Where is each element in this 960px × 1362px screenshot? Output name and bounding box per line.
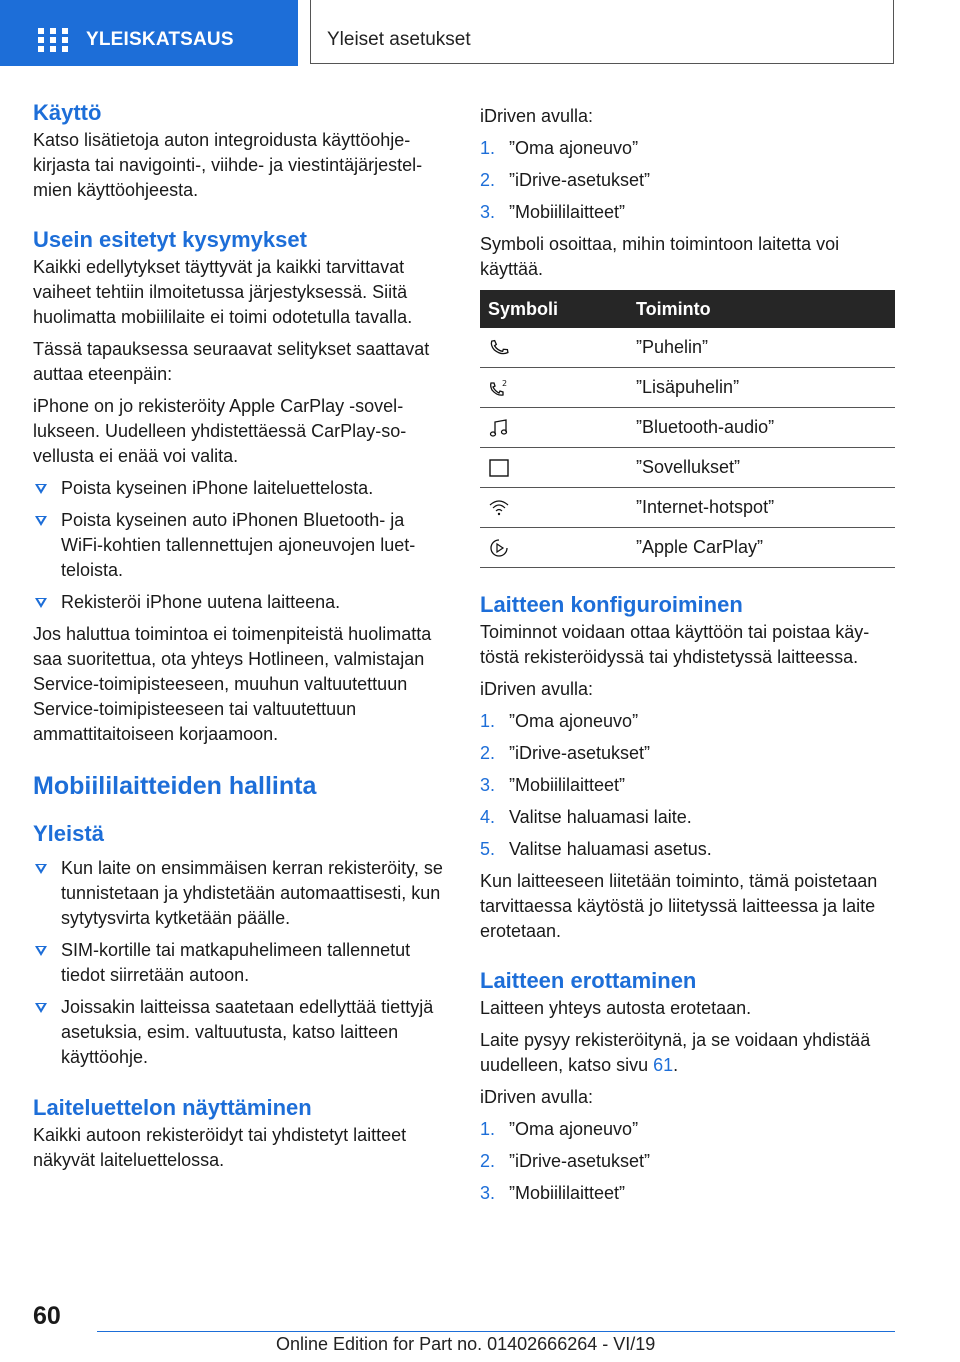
heading-configure-device: Laitteen konfiguroiminen <box>480 592 743 617</box>
table-row: ”Apple CarPlay” <box>480 528 895 568</box>
list-item: 3. ”Mobiililaitteet” <box>480 1183 626 1203</box>
triangle-bullet-icon <box>35 598 47 608</box>
disconnect-text-1: Laitteen yhteys autosta erotetaan. <box>480 998 752 1018</box>
music-note-icon <box>488 417 510 439</box>
list-item: 2. ”iDrive-asetukset” <box>480 170 651 190</box>
page-number: 60 <box>33 1302 61 1330</box>
heading-kaytto: Käyttö <box>33 100 102 125</box>
list-item: 5. Valitse haluamasi asetus. <box>480 839 712 859</box>
list-item: 1. ”Oma ajoneuvo” <box>480 711 639 731</box>
list-item: 3. ”Mobiililaitteet” <box>480 202 626 222</box>
table-header-row <box>480 290 895 328</box>
symbol-table <box>480 290 895 568</box>
page-header <box>0 0 960 66</box>
right-column <box>480 104 895 1213</box>
idrive-intro-3: iDriven avulla: <box>480 1087 594 1107</box>
section-tab <box>310 0 894 64</box>
faq-paragraph-4: Jos haluttua toimintoa ei toimenpiteistä huolimatta saa suoritettua, ota yhteys Hotlineen, valmistajan Service-toimipisteeseen, muuhun valtuutettuun Service-toimipisteeseen tai valtuutettuun ammattitaitoiseen korjaamoon. <box>33 624 432 744</box>
kaytto-text: Katso lisätietoja auton integroidusta käyttöohjekirjasta tai navigointi-, viihde- ja viestintäjärjestelmien käyttöohjeesta. <box>33 130 423 200</box>
list-item: 1. ”Oma ajoneuvo” <box>480 138 639 158</box>
phone-icon <box>488 337 510 359</box>
grid-menu-icon <box>38 28 68 52</box>
heading-disconnect-device: Laitteen erottaminen <box>480 968 697 993</box>
configure-after-text: Kun laitteeseen liitetään toiminto, tämä poistetaan tarvittaessa käytöstä jo liitetyssä laitteessa ja laite erotetaan. <box>480 871 878 941</box>
triangle-bullet-icon <box>35 946 47 956</box>
disconnect-text-2: Laite pysyy rekisteröitynä, ja se voidaan yhdistää uudelleen, katso sivu 61. <box>480 1030 871 1075</box>
idrive-intro-2: iDriven avulla: <box>480 679 594 699</box>
faq-paragraph-1: Kaikki edellytykset täyttyvät ja kaikki tarvittavat vaiheet tehtiin ilmoitetussa järjestyksessä. Siitä huolimatta mobiililaite ei toimi odotetulla tavalla. <box>33 257 413 327</box>
list-item: Kun laite on ensimmäisen kerran rekisteröity, se tunnistetaan ja yhdistetään automaattisesti, kun sytytysvirta kytketään päälle. <box>33 856 445 931</box>
edition-note: Online Edition for Part no. 01402666264 - VI/19 <box>276 1334 656 1354</box>
idrive-steps-1 <box>480 136 895 225</box>
list-item: 1. ”Oma ajoneuvo” <box>480 1119 639 1139</box>
list-item: 4. Valitse haluamasi laite. <box>480 807 692 827</box>
carplay-icon <box>488 537 510 559</box>
heading-mobile-devices: Mobiililaitteiden hallinta <box>33 772 317 800</box>
triangle-bullet-icon <box>35 516 47 526</box>
overview-tab-label: YLEISKATSAUS <box>86 29 234 50</box>
svg-text:2: 2 <box>502 378 508 388</box>
triangle-bullet-icon <box>35 1003 47 1013</box>
list-item: 3. ”Mobiililaitteet” <box>480 775 626 795</box>
idrive-intro-1: iDriven avulla: <box>480 106 594 126</box>
footer-divider <box>97 1331 895 1332</box>
idrive-steps-2 <box>480 709 895 862</box>
table-row: 2 ”Lisäpuhelin” <box>480 368 895 408</box>
symbol-explanation: Symboli osoittaa, mihin toimintoon laitetta voi käyttää. <box>480 234 840 279</box>
list-item: Joissakin laitteissa saatetaan edellyttää tiettyjä asetuksia, esim. valtuutusta, katso laitteen käyttöohje. <box>33 995 445 1070</box>
list-item: SIM-kortille tai matkapuhelimeen tallennetut tiedot siirretään autoon. <box>33 938 445 988</box>
faq-paragraph-3: iPhone on jo rekisteröity Apple CarPlay -sovellukseen. Uudelleen yhdistettäessä CarPlay-sovellusta ei enää voi valita. <box>33 396 407 466</box>
table-row: ”Bluetooth-audio” <box>480 408 895 448</box>
triangle-bullet-icon <box>35 484 47 494</box>
idrive-steps-3 <box>480 1117 895 1206</box>
general-bullet-list <box>33 856 445 1070</box>
heading-general: Yleistä <box>33 821 104 846</box>
device-list-text: Kaikki autoon rekisteröidyt tai yhdistetyt laitteet näkyvät laiteluettelossa. <box>33 1125 407 1170</box>
app-square-icon <box>488 457 510 479</box>
faq-bullet-list <box>33 476 445 615</box>
column-header-symbol: Symboli <box>480 290 628 328</box>
section-label: Yleiset asetukset <box>327 29 471 50</box>
list-item: Poista kyseinen iPhone laiteluettelosta. <box>33 476 445 501</box>
page-link[interactable]: 61 <box>653 1055 674 1075</box>
list-item: Poista kyseinen auto iPhonen Bluetooth- ja WiFi-kohtien tallennettujen ajoneuvojen luetteloista. <box>33 508 445 583</box>
heading-faq: Usein esitetyt kysymykset <box>33 227 307 252</box>
second-phone-icon <box>488 377 510 399</box>
table-row: ”Puhelin” <box>480 328 895 368</box>
configure-text: Toiminnot voidaan ottaa käyttöön tai poistaa käytöstä rekisteröidyssä tai yhdistetyssä laitteessa. <box>480 622 870 667</box>
left-column <box>33 98 445 1173</box>
overview-tab[interactable] <box>0 0 298 66</box>
faq-paragraph-2: Tässä tapauksessa seuraavat selitykset saattavat auttaa eteenpäin: <box>33 339 430 384</box>
heading-device-list: Laiteluettelon näyttäminen <box>33 1095 312 1120</box>
column-header-function: Toiminto <box>628 290 895 328</box>
triangle-bullet-icon <box>35 864 47 874</box>
table-row: ”Sovellukset” <box>480 448 895 488</box>
list-item: 2. ”iDrive-asetukset” <box>480 1151 651 1171</box>
wifi-icon <box>488 497 510 519</box>
list-item: Rekisteröi iPhone uutena laitteena. <box>33 590 445 615</box>
list-item: 2. ”iDrive-asetukset” <box>480 743 651 763</box>
table-row: ”Internet-hotspot” <box>480 488 895 528</box>
